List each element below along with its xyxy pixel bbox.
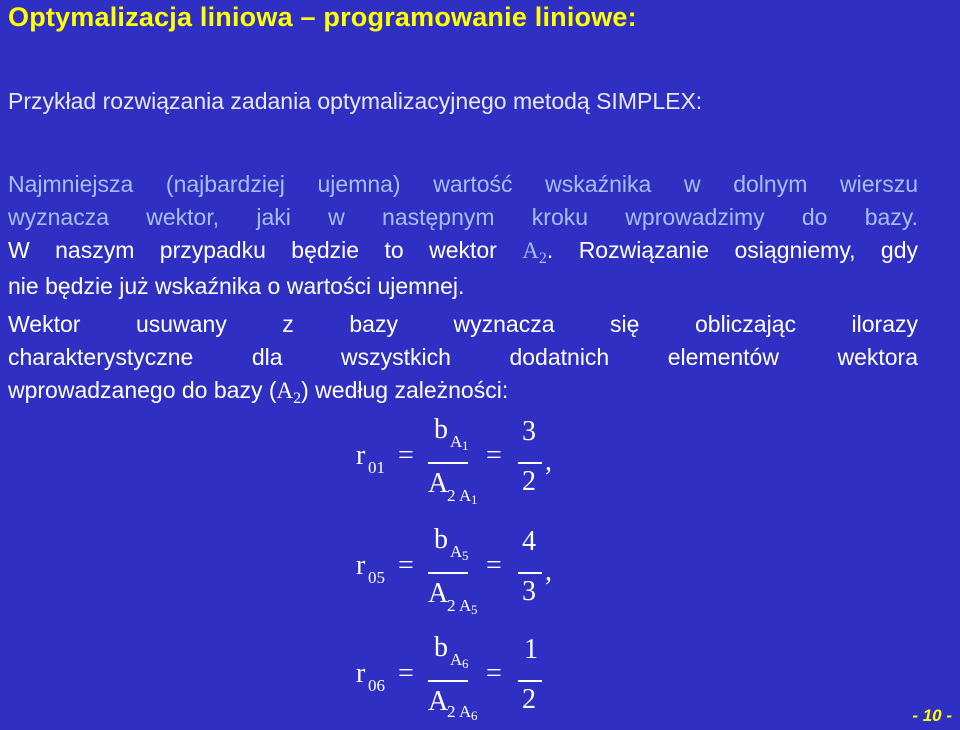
formula-den-sub2: A [459, 596, 472, 615]
formula-den-sub: 2 [447, 596, 456, 615]
formula-num-sub-idx: 5 [462, 548, 469, 563]
formula-eq: = [398, 658, 414, 689]
formula-num-sub-idx: 6 [462, 656, 469, 671]
vector-sub-2: 2 [293, 390, 302, 407]
formula-val-den: 2 [522, 466, 536, 497]
formula-lhs: r [356, 440, 366, 471]
formula-num-sub: A [450, 650, 463, 669]
formula-eq: = [398, 550, 414, 581]
formula-eq2: = [486, 440, 502, 471]
paragraph-1-line-4: nie będzie już wskaźnika o wartości ujemnej. [8, 273, 465, 299]
vector-var: A [522, 238, 539, 263]
vector-sub: 2 [538, 250, 547, 267]
formula-lhs-sub: 01 [368, 458, 385, 477]
formula-den-sub: 2 [447, 486, 456, 505]
formula-den: A [428, 686, 449, 717]
formula-num: b [434, 632, 448, 663]
formula-den-sub-idx: 6 [471, 708, 478, 723]
fraction-bar [428, 680, 468, 682]
formula-lhs: r [356, 658, 366, 689]
paragraph-1-line-2: wyznacza wektor, jaki w następnym kroku wprowadzimy do bazy. [8, 204, 918, 230]
paragraph-1-line-3-text-b: . Rozwiązanie osiągniemy, gdy [546, 237, 919, 263]
formula-val-num: 3 [522, 416, 536, 447]
formula-tail: , [545, 446, 552, 477]
paragraph-2-line-1: Wektor usuwany z bazy wyznacza się obliczając ilorazy [8, 311, 918, 337]
formula-den: A [428, 578, 449, 609]
formula-den-sub-idx: 1 [471, 492, 478, 507]
paragraph-2-line-2: charakterystyczne dla wszystkich dodatnich elementów wektora [8, 344, 918, 370]
formula-den-sub2: A [459, 702, 472, 721]
page-number: - 10 - [912, 706, 952, 725]
slide-title: Optymalizacja liniowa – programowanie liniowe: [8, 2, 637, 32]
paragraph-1-line-1: Najmniejsza (najbardziej ujemna) wartość wskaźnika w dolnym wierszu [8, 171, 918, 197]
paragraph-2-line-3-text-b: ) według zależności: [301, 377, 509, 403]
formula-val-num: 1 [524, 634, 538, 665]
formula-den-sub: 2 [447, 702, 456, 721]
formula-lhs: r [356, 550, 366, 581]
slide-subtitle: Przykład rozwiązania zadania optymalizacyjnego metodą SIMPLEX: [8, 88, 703, 114]
formula-tail: , [545, 556, 552, 587]
formula-eq2: = [486, 658, 502, 689]
formula-val-den: 2 [522, 684, 536, 715]
formula-den: A [428, 468, 449, 499]
formula-num-sub: A [450, 432, 463, 451]
formula-den-sub2: A [459, 486, 472, 505]
formula-num: b [434, 524, 448, 555]
paragraph-1-line-3-text-a: W naszym przypadku będzie to wektor [8, 237, 497, 263]
formula-eq: = [398, 440, 414, 471]
formula-num: b [434, 414, 448, 445]
formula-num-sub-idx: 1 [462, 438, 469, 453]
formula-lhs-sub: 06 [368, 676, 385, 695]
paragraph-2-line-3-text-a: wprowadzanego do bazy ( [8, 377, 277, 403]
formula-den-sub-idx: 5 [471, 602, 478, 617]
formula-num-sub: A [450, 542, 463, 561]
formula-eq2: = [486, 550, 502, 581]
formula-val-num: 4 [522, 526, 536, 557]
vector-var-2: A [276, 378, 294, 403]
fraction-bar [518, 680, 542, 682]
formula-lhs-sub: 05 [368, 568, 385, 587]
formula-val-den: 3 [522, 576, 536, 607]
